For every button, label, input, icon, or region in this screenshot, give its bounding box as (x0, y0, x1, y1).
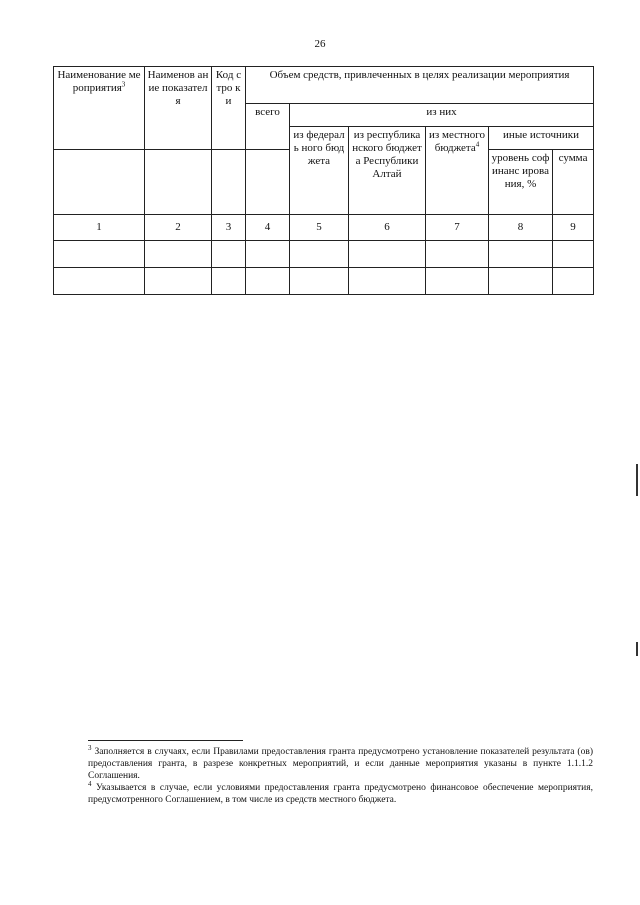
empty-cell (290, 268, 349, 295)
header-code: Код стро ки (212, 67, 246, 150)
funding-table (53, 66, 594, 295)
scan-margin-mark (636, 642, 638, 656)
empty-cell (489, 241, 553, 268)
empty-cell (54, 241, 145, 268)
empty-cell (145, 268, 212, 295)
empty-cell (553, 268, 594, 295)
header-cofinancing-level: уровень софинанс ирования, % (489, 150, 553, 215)
header-republic: из республика нского бюджета Республики Алтай (349, 127, 426, 215)
column-number: 6 (349, 215, 426, 241)
empty-cell (290, 241, 349, 268)
footnote-separator (88, 740, 243, 741)
column-number: 8 (489, 215, 553, 241)
header-other-sources: иные источники (489, 127, 594, 150)
column-number: 4 (246, 215, 290, 241)
column-number: 7 (426, 215, 489, 241)
empty-cell (246, 268, 290, 295)
header-local: из местного бюджета$^4$ (426, 127, 489, 215)
empty-cell (145, 241, 212, 268)
empty-cell (212, 241, 246, 268)
header-sum: сумма (553, 150, 594, 215)
column-number: 5 (290, 215, 349, 241)
empty-cell (212, 268, 246, 295)
header-total: всего (246, 104, 290, 150)
empty-cell (426, 268, 489, 295)
empty-cell (349, 268, 426, 295)
empty-cell (349, 241, 426, 268)
footnote: $^3$ Заполняется в случаях, если Правилами предоставления гранта предусмотрено установление показателей результата (ов) предоставления гранта, в разрезе конкретных мероприятий, и если данные мероприятия указаны в пункте 1.1.1.2 Соглашения. (88, 743, 593, 781)
empty-cell (426, 241, 489, 268)
header-of-them: из них (290, 104, 594, 127)
empty-cell (489, 268, 553, 295)
column-number: 2 (145, 215, 212, 241)
footnotes (88, 743, 594, 806)
column-number: 3 (212, 215, 246, 241)
header-federal: из федераль ного бюджета (290, 127, 349, 215)
column-number-row (54, 215, 594, 241)
empty-cell (246, 241, 290, 268)
page-number: 26 (314, 38, 326, 50)
footnote: $^4$ Указывается в случае, если условиями предоставления гранта предусмотрено финансовое обеспечение мероприятия, предусмотренного Соглашением, в том числе из средств местного бюджета. (88, 779, 594, 805)
empty-cell (553, 241, 594, 268)
header-volume: Объем средств, привлеченных в целях реализации мероприятия (246, 67, 594, 104)
header-indicator: Наименов ание показателя (145, 67, 212, 150)
column-number: 1 (54, 215, 145, 241)
empty-cell (54, 268, 145, 295)
table-row (54, 268, 594, 295)
scan-margin-mark (636, 464, 638, 496)
table-row (54, 241, 594, 268)
column-number: 9 (553, 215, 594, 241)
header-name: Наименование мероприятия$^3$ (54, 67, 145, 150)
